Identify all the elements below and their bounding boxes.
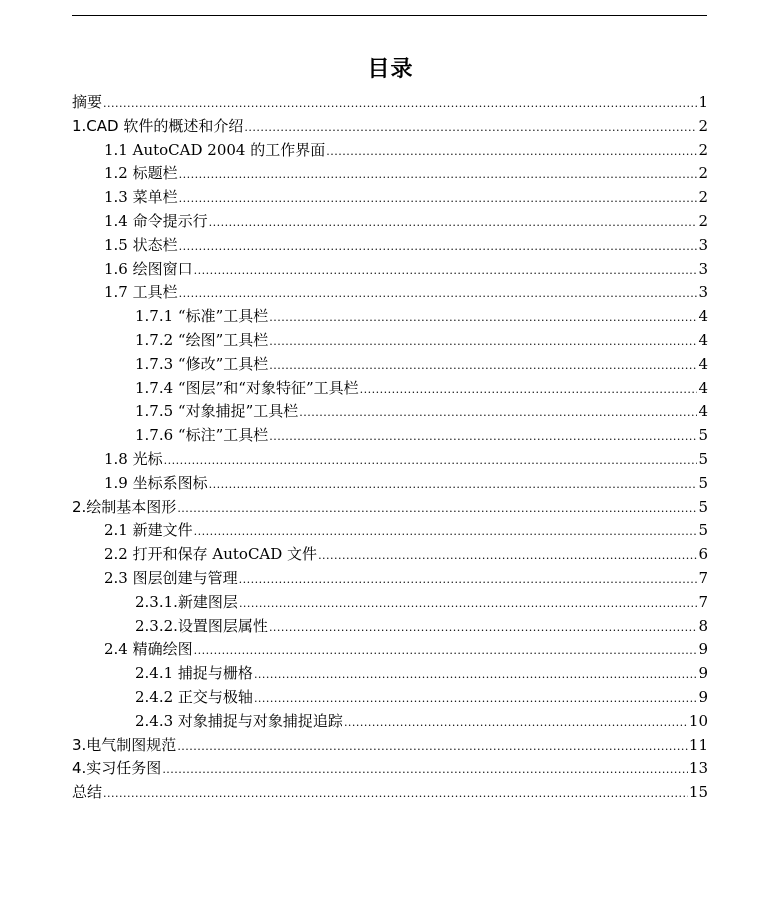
toc-entry-label: 1.6 绘图窗口 [104,259,193,278]
toc-dot-leader [326,140,697,164]
toc-entry-label: 2.3.1.新建图层 [135,592,238,611]
toc-dot-leader [269,330,697,354]
toc-entry[interactable] [72,591,708,615]
toc-entry-page-number: 6 [698,545,708,564]
toc-entry[interactable] [72,615,708,639]
toc-entry[interactable] [72,210,708,234]
toc-entry-label: 2.绘制基本图形 [72,497,177,516]
toc-entry-page-number: 5 [698,497,708,516]
toc-entry-label: 2.1 新建文件 [104,521,193,540]
toc-entry-page-number: 10 [688,711,708,730]
toc-entry[interactable] [72,377,708,401]
toc-entry[interactable] [72,496,708,520]
toc-dot-leader [179,282,698,306]
toc-dot-leader [254,687,698,711]
toc-entry[interactable] [72,638,708,662]
toc-entry-label: 1.7 工具栏 [104,283,178,302]
toc-dot-leader [194,639,698,663]
toc-dot-leader [254,663,698,687]
toc-entry-page-number: 5 [698,521,708,540]
toc-entry-label: 总结 [72,783,103,802]
toc-entry-label: 2.4.1 捕捉与栅格 [135,664,253,683]
toc-entry-label: 1.7.2 “绘图”工具栏 [135,330,269,349]
toc-entry-label: 1.7.6 “标注”工具栏 [135,426,269,445]
toc-dot-leader [103,92,697,116]
toc-dot-leader [269,616,698,640]
toc-entry-page-number: 3 [698,235,708,254]
toc-entry-page-number: 15 [688,783,708,802]
toc-entry[interactable] [72,519,708,543]
toc-dot-leader [179,187,698,211]
toc-entry-label: 3.电气制图规范 [72,735,177,754]
toc-entry[interactable] [72,139,708,163]
toc-entry-page-number: 4 [698,354,708,373]
toc-entry[interactable] [72,329,708,353]
toc-entry-page-number: 8 [698,616,708,635]
toc-dot-leader [269,306,697,330]
toc-entry-page-number: 2 [698,140,708,159]
toc-entry[interactable] [72,567,708,591]
toc-entry[interactable] [72,186,708,210]
toc-dot-leader [299,401,697,425]
toc-dot-leader [194,259,698,283]
toc-entry-page-number: 4 [698,330,708,349]
toc-entry[interactable] [72,281,708,305]
toc-dot-leader [179,163,698,187]
toc-entry[interactable] [72,400,708,424]
toc-dot-leader [103,782,688,806]
toc-dot-leader [269,425,697,449]
toc-dot-leader [162,758,688,782]
toc-entry-page-number: 1 [698,93,708,111]
toc-entry-label: 1.4 命令提示行 [104,211,208,230]
toc-entry-label: 1.1 AutoCAD 2004 的工作界面 [104,140,326,159]
toc-dot-leader [318,544,697,568]
toc-entry-page-number: 2 [698,116,708,135]
toc-entry-page-number: 4 [698,378,708,397]
toc-entry-page-number: 5 [698,426,708,445]
toc-entry[interactable] [72,781,708,805]
toc-entry-label: 1.CAD 软件的概述和介绍 [72,116,244,135]
toc-entry-label: 1.7.3 “修改”工具栏 [135,354,269,373]
toc-entry-label: 1.2 标题栏 [104,164,178,183]
toc-entry[interactable] [72,353,708,377]
toc-entry-label: 1.7.5 “对象捕捉”工具栏 [135,402,299,421]
toc-entry[interactable] [72,662,708,686]
toc-entry[interactable] [72,543,708,567]
toc-entry[interactable] [72,686,708,710]
toc-dot-leader [164,449,698,473]
toc-entry-label: 1.5 状态栏 [104,235,178,254]
toc-dot-leader [177,497,697,521]
toc-entry[interactable] [72,757,708,781]
toc-entry-label: 2.4 精确绘图 [104,640,193,659]
toc-dot-leader [344,711,688,735]
toc-entry-label: 1.3 菜单栏 [104,188,178,207]
toc-dot-leader [269,354,697,378]
toc-entry-label: 1.7.4 “图层”和“对象特征”工具栏 [135,378,359,397]
toc-entry-label: 2.3 图层创建与管理 [104,568,238,587]
toc-title: 目录 [367,57,414,82]
toc-entry-page-number: 5 [698,449,708,468]
toc-entry-page-number: 9 [698,687,708,706]
toc-entry-page-number: 13 [688,759,708,778]
toc-entry-label: 1.7.1 “标准”工具栏 [135,307,269,326]
toc-entry[interactable] [72,424,708,448]
toc-entry[interactable] [72,162,708,186]
toc-entry[interactable] [72,91,708,115]
toc-dot-leader [209,211,698,235]
toc-entry[interactable] [72,258,708,282]
toc-dot-leader [194,520,698,544]
toc-entry-label: 摘要 [72,93,103,111]
toc-entry-page-number: 2 [698,188,708,207]
toc-entry[interactable] [72,710,708,734]
toc-entry-page-number: 3 [698,283,708,302]
toc-entry-page-number: 5 [698,473,708,492]
toc-entry-label: 2.3.2.设置图层属性 [135,616,268,635]
toc-dot-leader [179,235,698,259]
toc-entry-page-number: 9 [698,640,708,659]
toc-dot-leader [239,568,698,592]
toc-dot-leader [360,378,698,402]
toc-entry-label: 4.实习任务图 [72,759,162,778]
toc-entry[interactable] [72,472,708,496]
toc-entry[interactable] [72,115,708,139]
toc-entry-page-number: 4 [698,402,708,421]
toc-entry-page-number: 4 [698,307,708,326]
toc-entry-label: 1.8 光标 [104,449,163,468]
toc-entry-page-number: 11 [688,735,708,754]
toc-dot-leader [209,473,698,497]
toc-entry[interactable] [72,448,708,472]
header-rule [72,15,707,16]
toc-dot-leader [177,735,688,759]
toc-entry-page-number: 2 [698,164,708,183]
toc-entry-label: 1.9 坐标系图标 [104,473,208,492]
toc-dot-leader [239,592,698,616]
toc-entry-page-number: 3 [698,259,708,278]
toc-entry-page-number: 9 [698,664,708,683]
toc-entry[interactable] [72,234,708,258]
toc-entry-label: 2.2 打开和保存 AutoCAD 文件 [104,545,318,564]
toc-entry-page-number: 2 [698,211,708,230]
toc-list [72,91,708,805]
toc-entry[interactable] [72,305,708,329]
toc-dot-leader [244,116,697,140]
toc-entry-label: 2.4.2 正交与极轴 [135,687,253,706]
toc-entry[interactable] [72,734,708,758]
toc-entry-label: 2.4.3 对象捕捉与对象捕捉追踪 [135,711,343,730]
toc-entry-page-number: 7 [698,568,708,587]
toc-entry-page-number: 7 [698,592,708,611]
